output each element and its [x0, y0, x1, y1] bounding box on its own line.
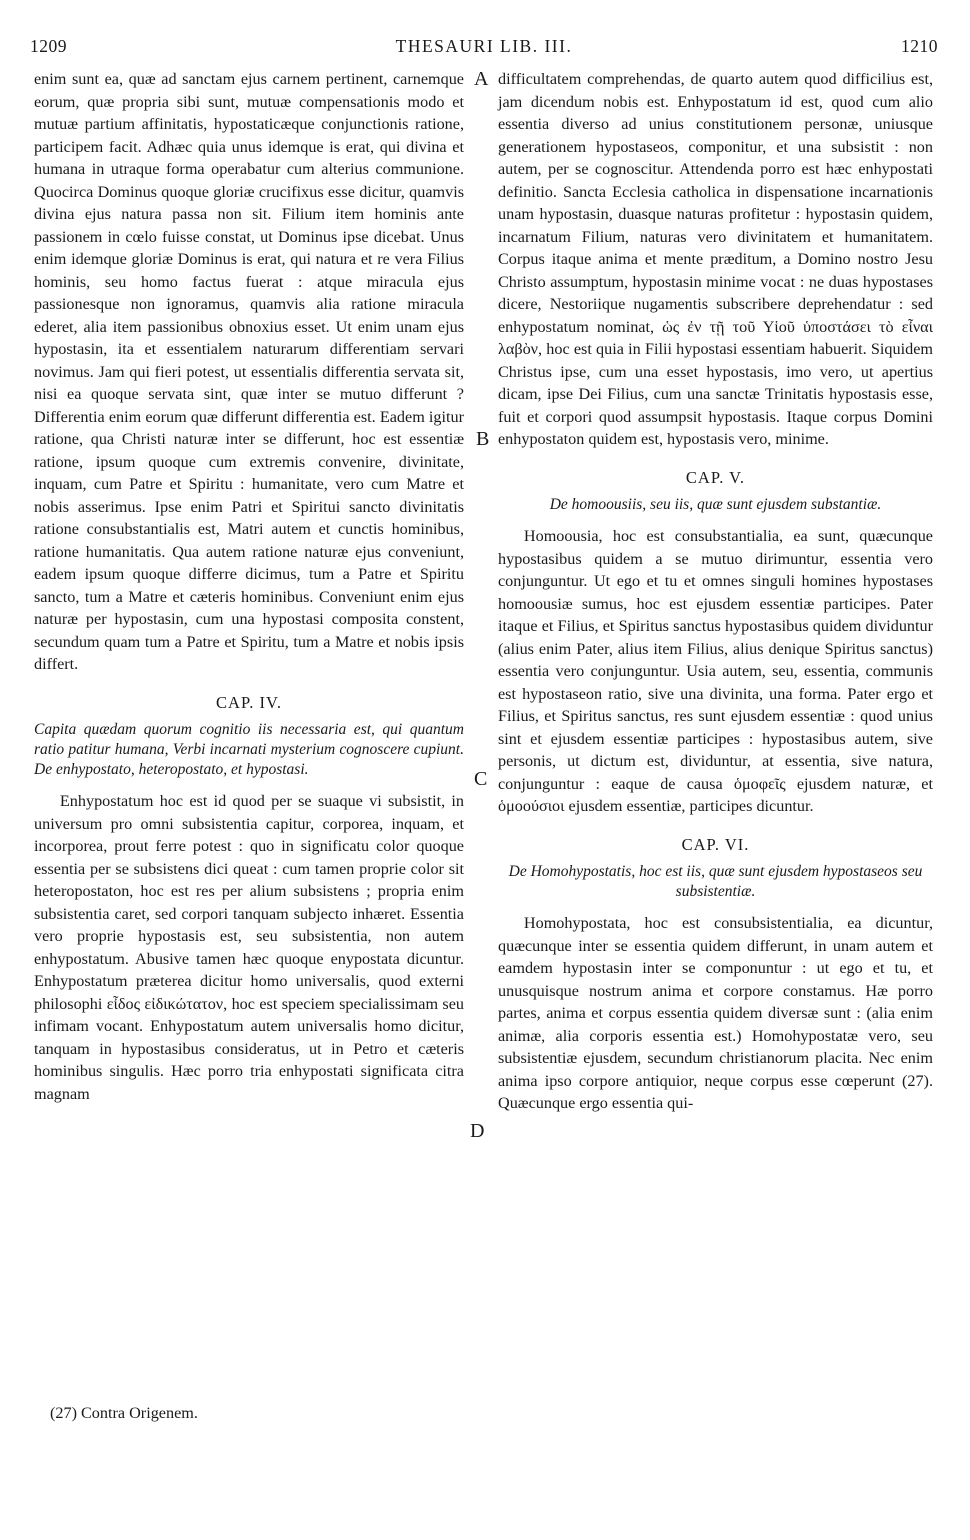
margin-letter-a: A [474, 68, 489, 90]
page-header [30, 36, 938, 60]
page-number-right: 1210 [901, 36, 938, 56]
chapter-4-subtitle: Capita quædam quorum cognitio iis necessaria est, qui quantum ratio patitur humana, Verbi incarnati mysterium cognoscere cupiunt. De enhypostato, heteropostato, et hypostasi. [34, 721, 464, 778]
left-column [34, 68, 464, 1105]
chapter-5-heading: CAP. V. [685, 467, 746, 487]
right-paragraph-2: Homoousia, hoc est consubstantialia, ea sunt, quæcunque hypostasibus quidem a se mutuo dirimuntur, essentia vero conjunguntur. Ut ego et tu et omnes singuli homines hypostases homoousiæ sumus, hoc est ejusdem essentiæ participes. Pater itaque et Filius, et Spiritus sanctus hypostasibus quidem dividuntur (alius enim Pater, alius item Filius, alius denique Spiritus sanctus) essentia vero conjunguntur. Usia autem, seu, essentia, communis est hypostaseon ratio, sive una divinita, una forma. Pater ergo et Filius, et Spiritus sanctus, res sunt ejusdem essentiæ : quod unius sint et ejusdem essentiæ participes : hypostasibus autem, sive personis, ut dictum est, dividuntur, at essentia, sive natura, conjunguntur : eaque de causa ὁμοφεῖς ejusdem naturæ, et ὁμοούσιοι ejusdem essentiæ, participes dicuntur. [498, 527, 933, 815]
right-column [498, 68, 933, 1115]
margin-letter-d: D [470, 1120, 485, 1142]
margin-letter-b: B [476, 428, 490, 450]
left-paragraph-2: Enhypostatum hoc est id quod per se suaque vi subsistit, in universum pro omni subsistentia capitur, corporea, inquam, et incorporea, prout ferre potest : quo in significatu color quoque essentia per se subsistens dici queat : cum tamen proprie color sit heteropostaton, hoc est res per alium subsistens ; propria enim subsistentia caret, sed corpori tanquam subjecto inhæret. Essentia vero proprie hypostasis est, seu subsistentia, non autem enhypostatum. Abusive tamen hæc quoque enypostata dicuntur. Enhypostatum præterea dicitur homo universalis, quod externi philosophi εἶδος εἰδικώτατον, hoc est speciem specialissimam seu infimam vocant. Enhypostatum autem universalis homo dicitur, tanquam in hypostasibus consideratus, ut in Petro et cæteris hominibus singulis. Hæc porro tria enhypostati significata citra magnam [34, 792, 464, 1103]
chapter-4-heading: CAP. IV. [216, 692, 282, 712]
margin-letter-c: C [474, 768, 488, 790]
chapter-5-subtitle: De homoousiis, seu iis, quæ sunt ejusdem substantiæ. [549, 496, 882, 513]
chapter-6-heading: CAP. VI. [681, 834, 750, 854]
footnote: (27) Contra Origenem. [50, 1404, 198, 1422]
page-number-left: 1209 [30, 36, 67, 56]
chapter-6-subtitle: De Homohypostatis, hoc est iis, quæ sunt ejusdem hypostaseos seu subsistentiæ. [508, 863, 923, 900]
running-title: THESAURI LIB. III. [395, 36, 573, 56]
right-paragraph-3: Homohypostata, hoc est consubsistentialia, ea dicuntur, quæcunque inter se essentia quidem differunt, in unam autem et eamdem hypostasin inter se componuntur : ut ego et tu, et unusquisque nostrum anima et corpore constamus. Hæ porro partes, anima et corpus essentia quidem diversæ sunt : (alia enim animæ, alia corporis essentia est.) Homohypostatæ vero, seu subsistentiæ ejusdem, secundum christianorum placita. Nec enim anima ipso corpore antiquior, neque corpus esse cœperunt (27). Quæcunque ergo essentia qui- [498, 914, 933, 1112]
right-paragraph-1: difficultatem comprehendas, de quarto autem quod difficilius est, jam dicendum nobis est. Enhypostatum id est, quod cum alio essentia diverso ad unius constitutionem personæ, uniusque generationem hypostaseos, componitur, et una subsistit : non autem, per se cognoscitur. Attendenda porro est hæc enhypostati definitio. Sancta Ecclesia catholica in dispensatione incarnationis unam hypostasin, duasque naturas profitetur : hypostasin quidem, incarnatum Filium, naturas vero divinitatem et humanitatem. Corpus itaque anima et mente præditum, a Domino nostro Jesu Christo assumptum, hypostasin minime vocat : ne duas hypostases dicere, Nestoriique nugamentis subscribere deprehendatur : sed enhypostatum nominat, ὡς ἐν τῇ τοῦ Υἱοῦ ὑποστάσει τὸ εἶναι λαβὸν, hoc est quia in Filii hypostasi essentiam habuerit. Siquidem Christus ipse, cum una esset hypostasis, imo vero, ut apertius dicam, ipse Dei Filius, cum una sanctæ Trinitatis hypostasis esse, fuit et corpori quod assumpsit hypostasis. Itaque corpus Domini enhypostaton quidem est, hypostasis vero, minime. [498, 70, 933, 448]
left-paragraph-1: enim sunt ea, quæ ad sanctam ejus carnem pertinent, carnemque eorum, quæ propria sibi sunt, mutuæ compensationis modo et mutuæ partium affinitatis, hypostaticæque conjunctionis ratione, participem facit. Adhæc quia unus idemque is erat, qui divina et humana in utraque forma operabatur cum alterius communione. Quocirca Dominus quoque gloriæ crucifixus esse dicitur, quamvis divina ejus natura passa non sit. Filium item hominis ante passionem in cœlo fuisse constat, ut Dominus ipse dicebat. Unus enim idemque gloriæ Dominus is erat, qui natura et re vera Filius hominis, seu homo factus fuerat : atque miracula ejus passionesque non ignoramus, quamvis alia ratione miracula ederet, alia item passionibus obnoxius esset. Ut enim unam ejus hypostasin, ita et essentialem naturarum differentiam servari novimus. Jam qui fieri potest, ut essentialis differentia servata sit, nisi ea quoque servata sint, quæ inter se mutuo differunt ? Differentia enim eorum quæ differunt differentia est. Eadem igitur ratione, qua Christi naturæ inter se differunt, hoc est essentiæ ratione, ipsum quoque cum extremis convenire, divinitate, inquam, cum Patre et Spiritu : humanitate, vero cum Matre et nobis asserimus. Ipse enim Patri et Spiritui sancto divinitatis ratione consubstantialis est, Matri autem et cunctis hominibus, ratione humanitatis. Qua autem ratione naturæ ejus conveniunt, eadem ipsum quoque differre dicimus, tum a Patre et Spiritu sancto, tum a Matre et cæteris hominibus. Conveniunt enim ejus naturæ per hypostasin, cum una hypostasi composita constent, secundum quam tum a Patre et Spiritu, tum a Matre et nobis ipsis differt. [34, 70, 464, 673]
